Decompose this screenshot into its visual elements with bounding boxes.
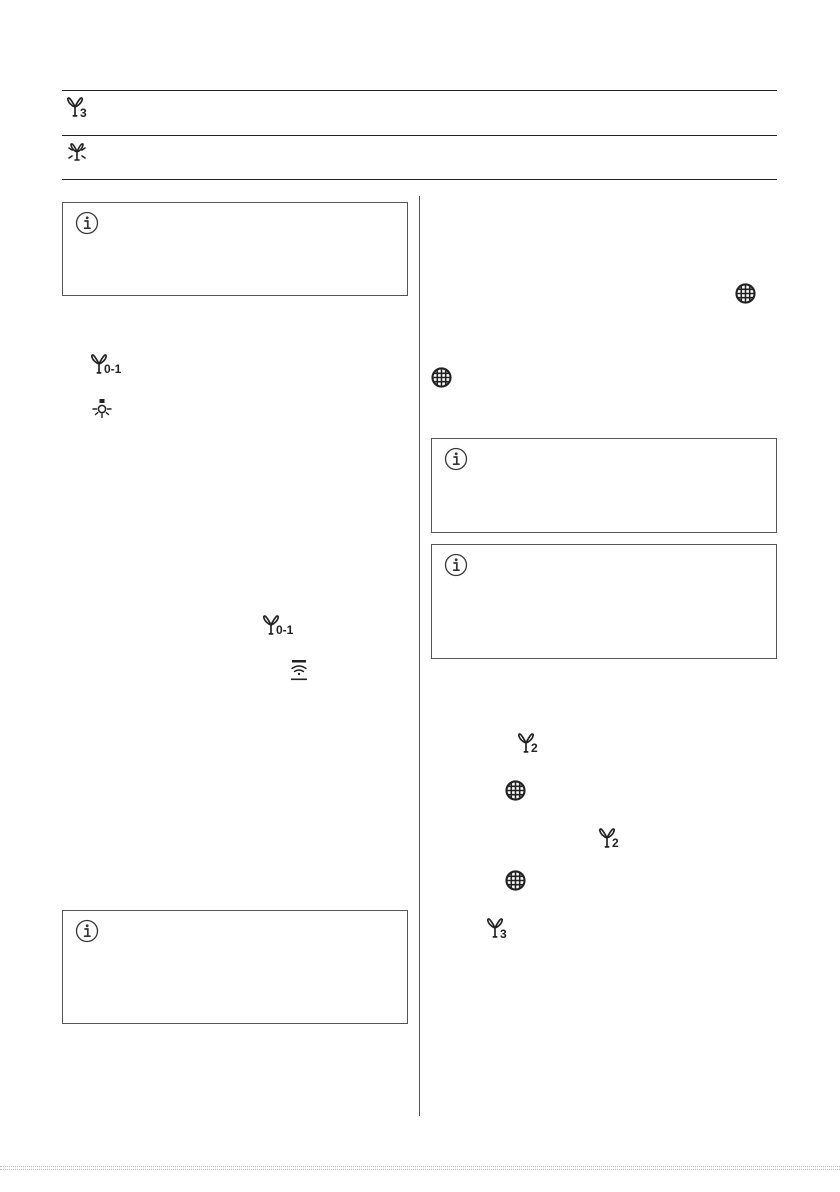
speed-label: 2: [531, 741, 538, 755]
filter-grid-icon: [431, 367, 452, 388]
speed-label: 0-1: [276, 623, 294, 637]
filter-grid-icon: [505, 870, 526, 891]
speed-label: 0-1: [104, 362, 122, 376]
speed-label: 3: [500, 927, 507, 941]
info-icon: [75, 211, 99, 235]
speed-label: 3: [80, 106, 87, 120]
fan-speed-3-icon: [486, 918, 516, 942]
fan-speed-3-icon: [66, 97, 96, 121]
info-box: [62, 202, 408, 296]
column-divider: [419, 196, 420, 1116]
info-box: [62, 910, 408, 1024]
info-box: [431, 544, 777, 659]
info-icon: [444, 447, 468, 471]
table-top-rule: [62, 90, 777, 91]
light-icon: [90, 398, 114, 422]
info-icon: [444, 553, 468, 577]
table-row-divider: [62, 135, 777, 136]
speed-label: 2: [612, 836, 619, 850]
hob-to-hood-icon: [288, 659, 310, 683]
filter-grid-icon: [735, 283, 756, 304]
info-icon: [75, 919, 99, 943]
fan-intensive-icon: [66, 140, 90, 164]
filter-grid-icon: [505, 780, 526, 801]
fan-speed-0-1-icon: [262, 615, 302, 639]
fan-speed-2-icon: [598, 828, 628, 852]
page-bottom-border: [0, 1166, 840, 1167]
table-bottom-rule: [62, 179, 777, 180]
info-box: [431, 438, 777, 533]
fan-speed-2-icon: [517, 733, 547, 757]
fan-speed-0-1-icon: [90, 354, 130, 378]
